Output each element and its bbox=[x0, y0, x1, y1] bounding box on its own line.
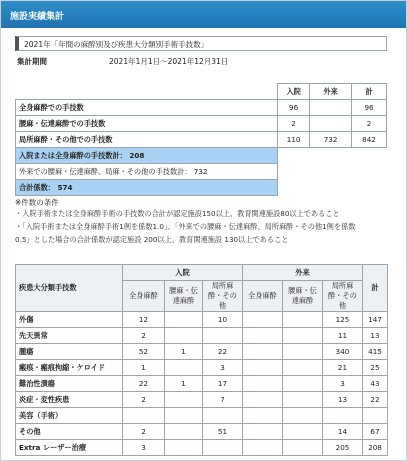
detail-group-inpatient: 入院 bbox=[123, 265, 243, 281]
condition-line: ・入院手術または全身麻酔手術の手技数の合計が認定施設150以上、教育関連施設80以上であること bbox=[15, 209, 340, 218]
period-value: 2021年1月1日〜2021年12月31日 bbox=[109, 57, 229, 66]
table-row: 難治性潰瘍 22 1 17 3 43 bbox=[16, 376, 388, 392]
table-row: 瘢痕・瘢痕拘縮・ケロイド 1 3 21 25 bbox=[16, 360, 388, 376]
conditions-title: ※件数の条件 bbox=[15, 198, 59, 207]
table-row: 美容（手術） bbox=[16, 408, 388, 424]
total-row: 入院または全身麻酔の手技数計： 208 bbox=[16, 148, 387, 164]
detail-group-outpatient: 外来 bbox=[243, 265, 363, 281]
summary-col-outpatient: 外来 bbox=[310, 84, 352, 100]
condition-line: 0.5」とした場合の合計係数が認定施設 200以上、教育関連施設 130以上であること bbox=[15, 235, 289, 244]
table-row: その他 2 51 14 67 bbox=[16, 424, 388, 440]
summary-col-total: 計 bbox=[352, 84, 387, 100]
table-row: 腰麻・伝達麻酔での手技数 2 2 bbox=[16, 116, 387, 132]
table-row: 外傷 12 10 125 147 bbox=[16, 312, 388, 328]
total-row: 外来での腰麻・伝達麻酔、局麻・その他の手技数計： 732 bbox=[16, 164, 387, 180]
summary-col-inpatient: 入院 bbox=[278, 84, 310, 100]
summary-table bbox=[15, 83, 387, 196]
condition-line: ・「入院手術または全身麻酔手術1例を係数1.0」、「外来での腰麻・伝達麻酔、局所麻酔・その他1例を係数 bbox=[15, 222, 356, 231]
table-row: 全身麻酔での手技数 96 96 bbox=[16, 100, 387, 116]
detail-col-category: 疾患大分類手技数 bbox=[16, 265, 123, 312]
period-label: 集計期間 bbox=[17, 57, 47, 66]
detail-table: 疾患大分類手技数 入院 外来 計 全身麻酔 腰麻・伝達麻酔 局所麻酔・その他 全身麻酔 腰麻・伝達麻酔 局所麻酔・その他 外傷 12 10 125 147 先天異常 2 11 13 腫瘍 52 1 22 340 415 瘢痕・瘢痕拘縮・ケロイド 1 3 21 25 難治性潰瘍 22 1 17 3 43 炎症・変性疾患 2 7 13 22 美容（手術） その他 2 51 14 67 Extra レーザー治療 3 205 208 bbox=[15, 264, 388, 456]
report-title: 2021年「年間の麻酔別及び疾患大分類別手術手技数」 bbox=[15, 36, 387, 51]
panel-header: 施設実績集計 bbox=[1, 1, 406, 28]
table-row: 腫瘍 52 1 22 340 415 bbox=[16, 344, 388, 360]
table-row: 先天異常 2 11 13 bbox=[16, 328, 388, 344]
total-row: 合計係数： 574 bbox=[16, 180, 387, 196]
table-row: 炎症・変性疾患 2 7 13 22 bbox=[16, 392, 388, 408]
table-row: Extra レーザー治療 3 205 208 bbox=[16, 440, 388, 456]
detail-col-total: 計 bbox=[363, 265, 388, 312]
table-row: 局所麻酔・その他での手技数 110 732 842 bbox=[16, 132, 387, 148]
